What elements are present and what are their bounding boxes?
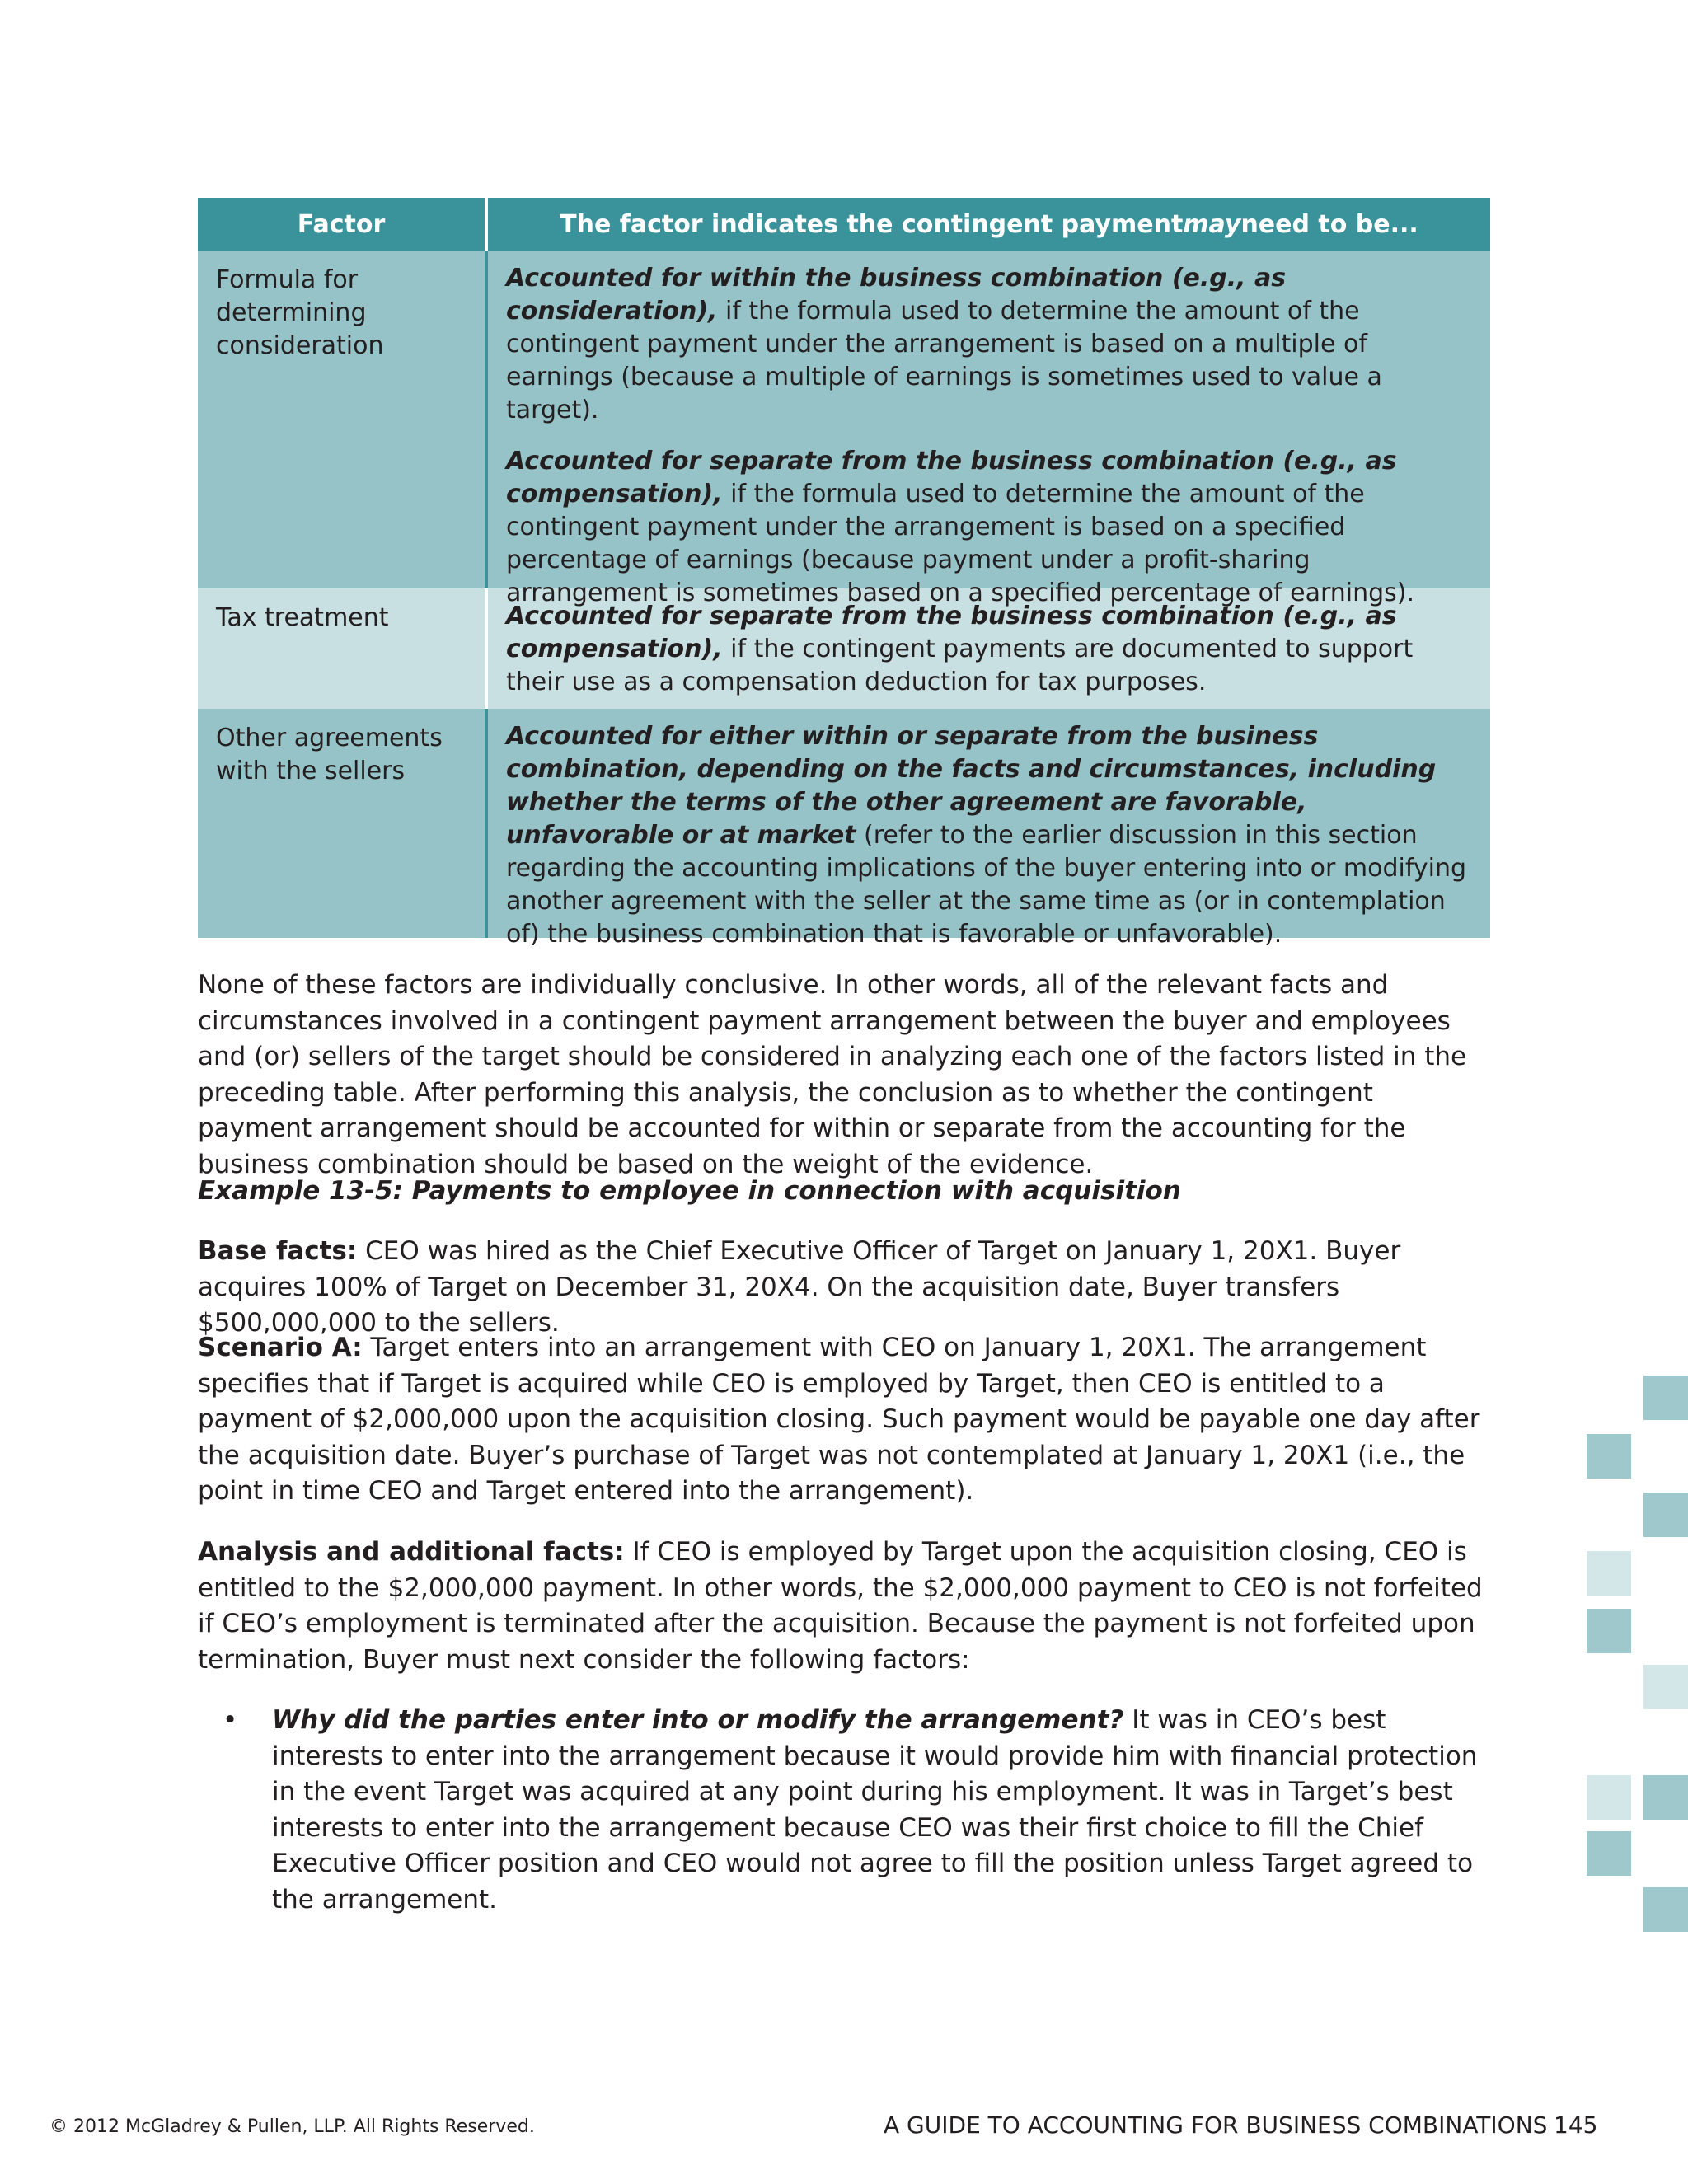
row-description [488,709,1490,949]
base-facts-text: CEO was hired as the Chief Executive Officer of Target on January 1, 20X1. Buyer acquires 100% of Target on December 31, 20X4. On the acquisition date, Buyer transfers $500,000,000 to the sellers. [198,1236,1401,1338]
description-bold: Accounted for separate from the business combination (e.g., as compensation), [506,447,1397,509]
bullet-text [272,1703,1492,1918]
deco-square [1643,1887,1688,1932]
row-factor: Other agreements with the sellers [198,709,488,938]
header-factor: Factor [198,198,488,251]
deco-square [1643,1775,1688,1820]
row-factor: Tax treatment [198,588,488,709]
table-row [198,709,1490,949]
description-text: if the contingent payments are documented to support their use as a compensation deduction for tax purposes. [506,635,1414,696]
bullet-body: It was in CEO’s best interests to enter into the arrangement because it would provide him with financial protection in the event Target was acquired at any point during his employment. It was in Target’s best interests to enter into the arrangement because CEO was their first choice to fill the Chief Executive Officer position and CEO would not agree to fill the position unless Target agreed to the arrangement. [272,1705,1478,1915]
header-indicates-pre: The factor indicates the contingent payment [560,209,1184,239]
page-number: 145 [1554,2111,1598,2139]
table-row [198,251,1490,607]
header-indicates-post: need to be... [1240,209,1418,239]
paragraph-text: None of these factors are individually conclusive. In other words, all of the relevant facts and circumstances involved in a contingent payment arrangement between the buyer and employees and (or) sellers of the target should be considered in analyzing each one of the factors listed in the preceding table. After performing this analysis, the conclusion as to whether the contingent payment arrangement should be accounted for within or separate from the accounting for the business combination should be based on the weight of the evidence. [198,970,1467,1179]
paragraph-text [198,1234,1492,1342]
table-row [198,588,1490,709]
description-paragraph [506,600,1477,699]
paragraph-text [198,1330,1492,1510]
header-indicates-em: may [1183,209,1241,239]
scenario-a-paragraph [198,1330,1492,1510]
description-bold: Accounted for within the business combination (e.g., as consideration), [506,264,1287,326]
table-header-row [198,198,1490,251]
paragraph-text [198,1535,1492,1678]
description-text: (refer to the earlier discussion in this section regarding the accounting implications of the buyer entering into or modifying another agreement with the seller at the same time as (or in contemplation of) the business combination that is favorable or unfavorable). [506,821,1467,949]
bullet-label: Why did the parties enter into or modify the arrangement? [272,1705,1124,1735]
deco-square [1643,1376,1688,1420]
footer-copyright: © 2012 McGladrey & Pullen, LLP. All Rights Reserved. [49,2116,535,2137]
bullet-marker: • [223,1705,238,1735]
header-indicates [488,198,1490,251]
description-paragraph [506,445,1477,610]
deco-square [1587,1775,1631,1820]
deco-square [1587,1831,1631,1876]
deco-square [1587,1609,1631,1653]
footer-guide-title: A GUIDE TO ACCOUNTING FOR BUSINESS COMBINATIONS [884,2111,1548,2139]
analysis-paragraph [198,1535,1492,1678]
example-title [198,1174,1492,1210]
description-bold: Accounted for separate from the business combination (e.g., as compensation), [506,602,1397,663]
factor-table [198,198,1490,949]
base-facts-label: Base facts: [198,1236,358,1266]
description-text: if the formula used to determine the amount of the contingent payment under the arrangement is based on a multiple of earnings (because a multiple of earnings is sometimes used to value a target). [506,297,1382,424]
row-factor: Formula for determining consideration [198,251,488,588]
description-bold: Accounted for either within or separate from the business combination, depending on the facts and circumstances, including whether the terms of the other agreement are favorable, unfavorable or at market [506,722,1437,850]
description-paragraph [506,720,1477,951]
analysis-label: Analysis and additional facts: [198,1537,625,1567]
analysis-text: If CEO is employed by Target upon the acquisition closing, CEO is entitled to the $2,000,000 payment. In other words, the $2,000,000 payment to CEO is not forfeited if CEO’s employment is terminated after the acquisition. Because the payment is not forfeited upon termination, Buyer must next consider the following factors: [198,1537,1483,1675]
scenario-a-label: Scenario A: [198,1333,363,1362]
body-paragraph-none [198,968,1492,1183]
deco-square [1643,1493,1688,1537]
deco-square [1587,1551,1631,1596]
scenario-a-text: Target enters into an arrangement with CEO on January 1, 20X1. The arrangement specifies that if Target is acquired while CEO is employed by Target, then CEO is entitled to a payment of $2,000,000 upon the acquisition closing. Such payment would be payable one day after the acquisition date. Buyer’s purchase of Target was not contemplated at January 1, 20X1 (i.e., the point in time CEO and Target entered into the arrangement). [198,1333,1480,1506]
deco-square [1587,1434,1631,1479]
description-text: if the formula used to determine the amount of the contingent payment under the arrangement is based on a specified percentage of earnings (because payment under a profit-sharing arrangement is sometimes based on a specified percentage of earnings). [506,480,1415,607]
row-description [488,588,1490,709]
base-facts-paragraph [198,1234,1492,1342]
list-item [198,1703,1492,1918]
bullet-list [198,1703,1492,1918]
row-description [488,251,1490,607]
deco-square [1643,1665,1688,1709]
description-paragraph [506,262,1477,427]
example-title-text: Example 13-5: Payments to employee in connection with acquisition [198,1176,1181,1206]
